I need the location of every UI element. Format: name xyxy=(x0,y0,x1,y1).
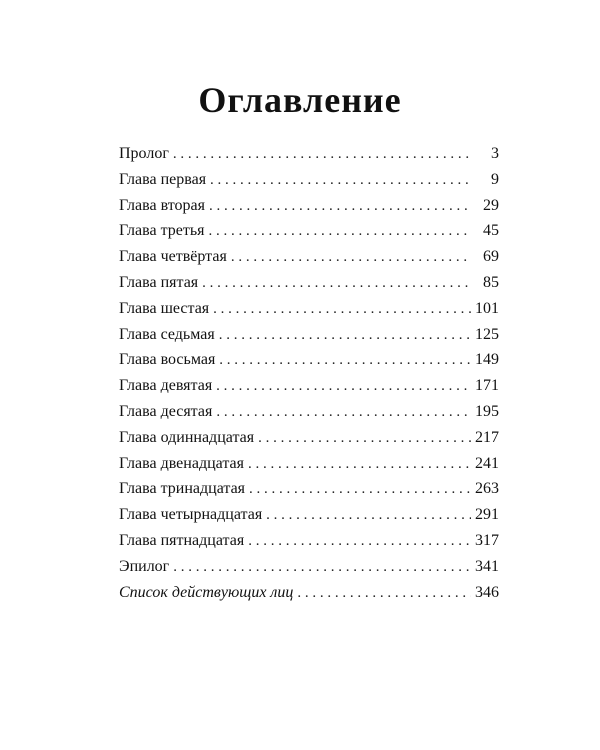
toc-entry-label: Глава десятая xyxy=(119,402,213,420)
table-of-contents xyxy=(119,141,499,605)
dot-leader xyxy=(219,348,471,374)
page-title: Оглавление xyxy=(198,80,402,120)
toc-entry-label: Глава пятнадцатая xyxy=(119,531,245,549)
toc-entry-page-number: 341 xyxy=(475,557,499,575)
toc-entry-chapter-4 xyxy=(119,244,499,270)
toc-entry-page-number: 29 xyxy=(483,196,499,214)
dot-leader xyxy=(266,503,471,529)
toc-entry-chapter-8 xyxy=(119,347,499,373)
dot-leader xyxy=(209,219,471,245)
toc-entry-chapter-12 xyxy=(119,451,499,477)
toc-entry-page-number: 45 xyxy=(483,222,499,240)
toc-entry-label: Глава пятая xyxy=(119,273,199,291)
dot-leader xyxy=(258,426,471,452)
toc-entry-page-number: 346 xyxy=(475,583,499,601)
toc-entry-chapter-5 xyxy=(119,270,499,296)
toc-entry-label: Глава первая xyxy=(119,170,207,188)
toc-entry-page-number: 171 xyxy=(475,377,499,395)
toc-entry-page-number: 101 xyxy=(475,299,499,317)
toc-entry-chapter-15 xyxy=(119,528,499,554)
toc-entry-chapter-7 xyxy=(119,322,499,348)
dot-leader xyxy=(248,529,471,555)
toc-entry-label: Глава седьмая xyxy=(119,325,215,343)
toc-entry-epilogue xyxy=(119,554,499,580)
dot-leader xyxy=(219,323,471,349)
toc-entry-label: Глава четырнадцатая xyxy=(119,506,263,524)
dot-leader xyxy=(249,477,471,503)
toc-entry-label: Пролог xyxy=(119,145,169,162)
dot-leader xyxy=(202,271,471,297)
dot-leader xyxy=(173,142,471,168)
toc-entry-page-number: 195 xyxy=(475,402,499,420)
toc-entry-page-number: 69 xyxy=(483,248,499,266)
toc-entry-chapter-13 xyxy=(119,476,499,502)
toc-entry-page-number: 217 xyxy=(475,428,499,446)
dot-leader xyxy=(297,581,471,607)
toc-entry-chapter-2 xyxy=(119,193,499,219)
toc-entry-chapter-1 xyxy=(119,167,499,193)
toc-entry-label: Глава четвёртая xyxy=(119,248,227,266)
toc-entry-label: Глава шестая xyxy=(119,299,210,317)
toc-entry-page-number: 149 xyxy=(475,351,499,369)
toc-entry-page-number: 125 xyxy=(475,325,499,343)
dot-leader xyxy=(213,297,471,323)
dot-leader xyxy=(209,194,471,220)
toc-entry-label: Глава третья xyxy=(119,222,205,240)
toc-entry-label: Глава двенадцатая xyxy=(119,454,244,472)
toc-entry-chapter-3 xyxy=(119,218,499,244)
toc-entry-page-number: 3 xyxy=(491,145,499,162)
dot-leader xyxy=(248,452,471,478)
toc-entry-cast-of-characters xyxy=(119,580,499,606)
dot-leader xyxy=(231,245,471,271)
toc-entry-chapter-11 xyxy=(119,425,499,451)
toc-entry-prologue xyxy=(119,141,499,167)
toc-entry-page-number: 291 xyxy=(475,506,499,524)
toc-entry-chapter-6 xyxy=(119,296,499,322)
dot-leader xyxy=(216,400,471,426)
toc-entry-page-number: 263 xyxy=(475,480,499,498)
toc-entry-label: Эпилог xyxy=(119,557,170,575)
toc-entry-label: Глава одиннадцатая xyxy=(119,428,255,446)
toc-entry-page-number: 317 xyxy=(475,531,499,549)
toc-entry-page-number: 9 xyxy=(491,170,499,188)
toc-entry-chapter-14 xyxy=(119,502,499,528)
dot-leader xyxy=(210,168,471,194)
toc-entry-label: Список действующих лиц xyxy=(119,583,294,601)
toc-entry-label: Глава восьмая xyxy=(119,351,216,369)
toc-entry-chapter-10 xyxy=(119,399,499,425)
toc-entry-page-number: 85 xyxy=(483,273,499,291)
dot-leader xyxy=(173,555,471,581)
toc-entry-label: Глава девятая xyxy=(119,377,213,395)
toc-entry-label: Глава вторая xyxy=(119,196,205,214)
toc-entry-label: Глава тринадцатая xyxy=(119,480,246,498)
toc-entry-page-number: 241 xyxy=(475,454,499,472)
toc-entry-chapter-9 xyxy=(119,373,499,399)
dot-leader xyxy=(216,374,471,400)
